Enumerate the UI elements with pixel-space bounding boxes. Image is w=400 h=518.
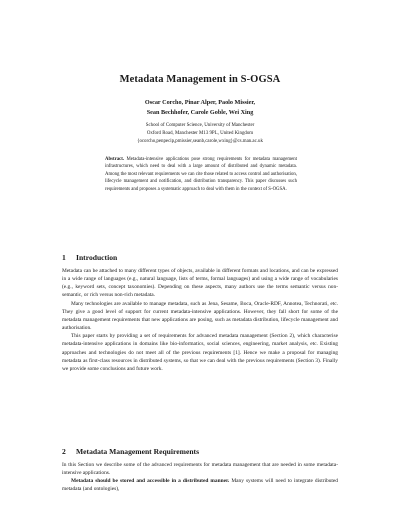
requirement-heading: Metadata should be stored and accessible in a distributed manner. (71, 478, 230, 485)
authors-line-2: Sean Bechhofer, Carole Goble, Wei Xing (146, 108, 254, 116)
section-1-body (62, 267, 338, 373)
abstract-text: Metadata-intensive applications pose strong requirements for metadata management infrastructures, which need to deal with a large amount of distributed and dynamic metadata. Among the most relevant requirements we can cite those related to access control and authorisation, lifecycle management and notification, and distribution transparency. This paper discusses such requirements and proposes a systematic approach to deal with them in the context of S-OGSA. (105, 157, 297, 192)
section-1-paragraph-2: Many technologies are available to manage metadata, such as Jena, Sesame, Boca, Oracle-RDF, Annotea, Technorati, etc. They give a good level of support for current metadata-intensive applications. However, they fall short for some of the metadata management requirements that new applications are posing, such as metadata distribution, lifecycle management and authorisation. (62, 300, 338, 332)
section-2-title: Metadata Management Requirements (76, 447, 200, 456)
affiliation-line-1: School of Computer Science, University of Manchester (145, 123, 255, 128)
affiliation-line-2: Oxford Road, Manchester M13 9PL, United Kingdom (146, 130, 254, 136)
section-2-paragraph-1: In this Section we describe some of the advanced requirements for metadata management that are needed in some metadata-intensive applications. (62, 462, 338, 477)
section-1-heading (62, 253, 117, 262)
section-2-heading (62, 447, 199, 456)
section-1-paragraph-1: Metadata can be attached to many different types of objects, available in different formats and locations, and can be expressed in a wide range of languages (e.g., natural language, lists of terms, formal languages) and using a wide range of vocabularies (e.g., keyword sets, concept taxonomies). Depending on these aspects, many authors use the terms semantic versus non-semantic, or rich versus non-rich metadata. (62, 268, 338, 299)
section-2-paragraph-2 (62, 477, 338, 493)
author-emails: {ocorcho,penpecip,pmissier,seanb,carole,wxing}@cs.man.ac.uk (137, 138, 263, 144)
affiliation (0, 122, 400, 145)
section-1-number: 1 (62, 253, 66, 262)
section-1-paragraph-3: This paper starts by providing a set of requirements for advanced metadata management (Section 2), which characterise metadata-intensive applications in domains like bio-informatics, social sciences, engineering, market analysis, etc. Existing approaches and technologies do not meet all of the previous requirements [1]. Hence we make a proposal for managing metadata as first-class resources in distributed systems, so that we can deal with the previous requirements (Section 3). Finally we provide some conclusions and future work. (62, 333, 338, 372)
section-1-title: Introduction (76, 253, 118, 262)
author-list (0, 98, 400, 117)
section-2-body (62, 461, 338, 494)
paper-title: Metadata Management in S-OGSA (119, 74, 281, 85)
section-2-number: 2 (62, 447, 66, 456)
authors-line-1: Oscar Corcho, Pinar Alper, Paolo Missier, (144, 99, 256, 106)
abstract-label: Abstract. (105, 157, 125, 162)
requirement-text: Many systems will need to integrate distributed metadata (and ontologies), (62, 478, 338, 493)
abstract (105, 156, 297, 193)
